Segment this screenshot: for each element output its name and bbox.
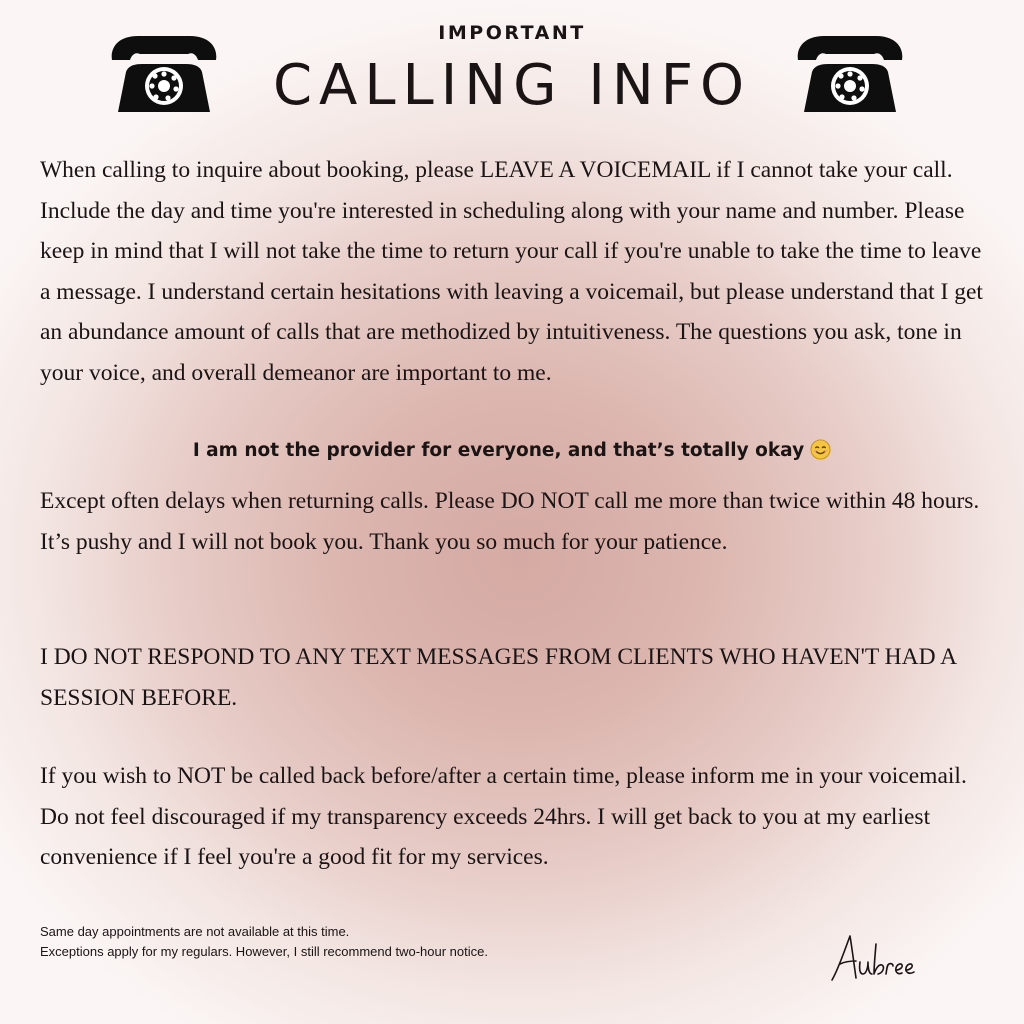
page-title: CALLING INFO <box>272 53 752 118</box>
footnote-same-day: Same day appointments are not available at this time. <box>40 924 350 939</box>
signature <box>826 930 926 986</box>
footnote <box>40 922 740 962</box>
rotary-phone-icon <box>790 30 910 114</box>
footnote-exceptions: Exceptions apply for my regulars. However, I still recommend two-hour notice. <box>40 944 488 959</box>
delays-paragraph: Except often delays when returning calls. Please DO NOT call me more than twice within 48 hours. It’s pushy and I will not book you. Thank you so much for your patience. <box>40 488 980 555</box>
text-messages-paragraph: I DO NOT RESPOND TO ANY TEXT MESSAGES FROM CLIENTS WHO HAVEN'T HAD A SESSION BEFORE. <box>40 644 956 711</box>
header <box>0 0 1024 130</box>
callout-text: I am not the provider for everyone, and that’s totally okay <box>192 440 805 461</box>
callback-time-paragraph: If you wish to NOT be called back before/after a certain time, please inform me in your voicemail. Do not feel discouraged if my transparency exceeds 24hrs. I will get back to you at my earliest convenience if I feel you're a good fit for my services. <box>40 763 967 870</box>
smiling-face-emoji-icon <box>810 439 831 460</box>
header-kicker: IMPORTANT <box>438 22 586 44</box>
voicemail-paragraph: When calling to inquire about booking, please LEAVE A VOICEMAIL if I cannot take your call. Include the day and time you're interested in scheduling along with your name and number. Please keep in mind that I will not take the time to return your call if you're unable to take the time to leave a message. I understand certain hesitations with leaving a voicemail, but please understand that I get an abundance amount of calls that are methodized by intuitiveness. The questions you ask, tone in your voice, and overall demeanor are important to me. <box>40 157 983 386</box>
provider-callout <box>0 436 1024 466</box>
